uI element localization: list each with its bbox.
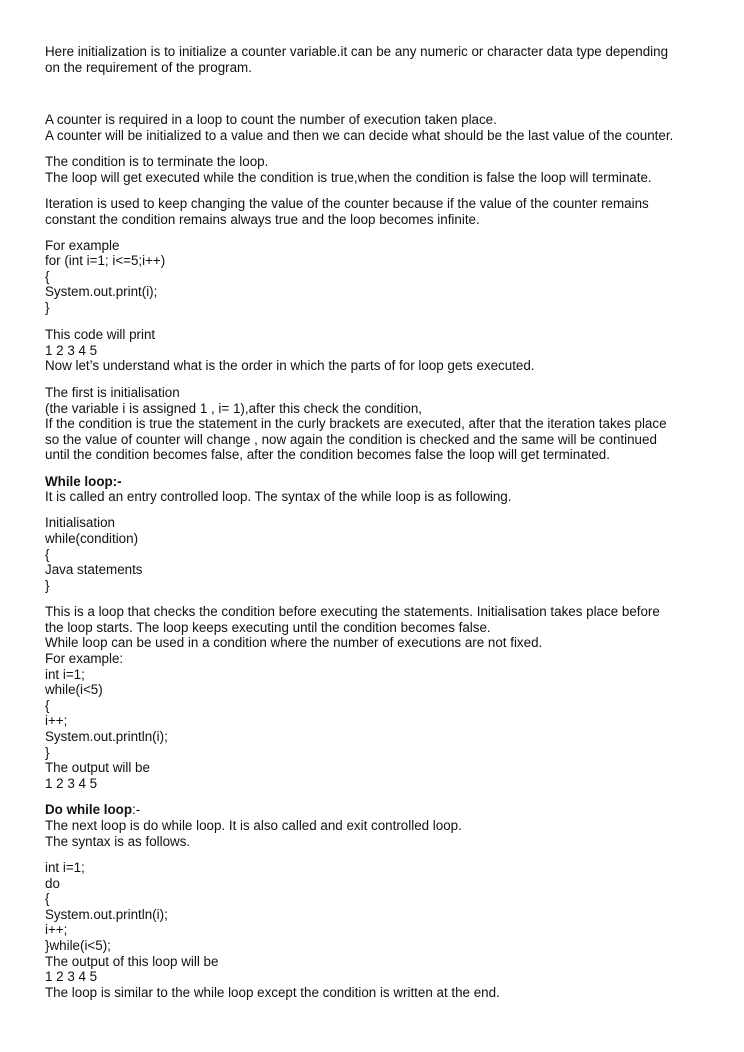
code-line: for (int i=1; i<=5;i++) — [45, 253, 166, 268]
code-line: System.out.println(i); — [45, 729, 168, 744]
paragraph-line: A counter is required in a loop to count the number of execution taken place. — [45, 112, 497, 127]
code-line: Java statements — [45, 562, 143, 577]
paragraph-line: Iteration is used to keep changing the value of the counter because if the value of the counter remains — [45, 196, 649, 211]
code-line: Initialisation — [45, 515, 115, 530]
paragraph-line: on the requirement of the program. — [45, 60, 252, 75]
paragraph-line: The loop will get executed while the condition is true,when the condition is false the loop will terminate. — [45, 170, 652, 185]
paragraph-line: A counter will be initialized to a value and then we can decide what should be the last value of the counter. — [45, 128, 674, 143]
heading-bold-text: Do while loop — [45, 802, 133, 817]
code-line: do — [45, 876, 60, 891]
paragraph-line: The first is initialisation — [45, 385, 180, 400]
code-line: { — [45, 698, 50, 713]
paragraph-line: If the condition is true the statement in the curly brackets are executed, after that the iteration takes place — [45, 416, 667, 431]
output-line: 1 2 3 4 5 — [45, 343, 98, 358]
code-line: i++; — [45, 922, 68, 937]
section-heading-do-while-loop — [45, 802, 140, 818]
code-line: } — [45, 300, 50, 315]
paragraph-line: It is called an entry controlled loop. The syntax of the while loop is as following. — [45, 489, 512, 504]
code-line: int i=1; — [45, 860, 85, 875]
code-line: System.out.println(i); — [45, 907, 168, 922]
paragraph-line: until the condition becomes false, after the condition becomes false the loop will get terminated. — [45, 447, 610, 462]
paragraph-line: While loop can be used in a condition where the number of executions are not fixed. — [45, 635, 543, 650]
code-line: }while(i<5); — [45, 938, 111, 953]
code-line: System.out.print(i); — [45, 284, 158, 299]
code-line: while(i<5) — [45, 682, 103, 697]
paragraph-line: Here initialization is to initialize a counter variable.it can be any numeric or character data type depending — [45, 44, 669, 59]
paragraph-line: the loop starts. The loop keeps executing until the condition becomes false. — [45, 620, 491, 635]
code-line: while(condition) — [45, 531, 139, 546]
paragraph-line: The output of this loop will be — [45, 954, 219, 969]
paragraph-line: constant the condition remains always true and the loop becomes infinite. — [45, 212, 480, 227]
code-line: { — [45, 269, 50, 284]
paragraph-line: Now let’s understand what is the order in which the parts of for loop gets executed. — [45, 358, 535, 373]
paragraph-line: The output will be — [45, 760, 150, 775]
heading-suffix: :- — [132, 802, 141, 817]
code-line: i++; — [45, 713, 68, 728]
paragraph-line: so the value of counter will change , now again the condition is checked and the same will be continued — [45, 432, 657, 447]
paragraph-line: For example: — [45, 651, 124, 666]
paragraph-line: The loop is similar to the while loop except the condition is written at the end. — [45, 985, 500, 1000]
code-line: } — [45, 745, 50, 760]
code-line: { — [45, 891, 50, 906]
code-line: } — [45, 578, 50, 593]
code-line: { — [45, 547, 50, 562]
paragraph-line: (the variable i is assigned 1 , i= 1),after this check the condition, — [45, 401, 422, 416]
output-line: 1 2 3 4 5 — [45, 776, 98, 791]
paragraph-line: This code will print — [45, 327, 156, 342]
section-heading-while-loop: While loop:- — [45, 474, 122, 489]
paragraph-line: The condition is to terminate the loop. — [45, 154, 269, 169]
paragraph-line: For example — [45, 238, 120, 253]
paragraph-line: The syntax is as follows. — [45, 834, 191, 849]
code-line: int i=1; — [45, 667, 85, 682]
paragraph-line: The next loop is do while loop. It is also called and exit controlled loop. — [45, 818, 462, 833]
output-line: 1 2 3 4 5 — [45, 969, 98, 984]
paragraph-line: This is a loop that checks the condition before executing the statements. Initialisation takes place before — [45, 604, 660, 619]
